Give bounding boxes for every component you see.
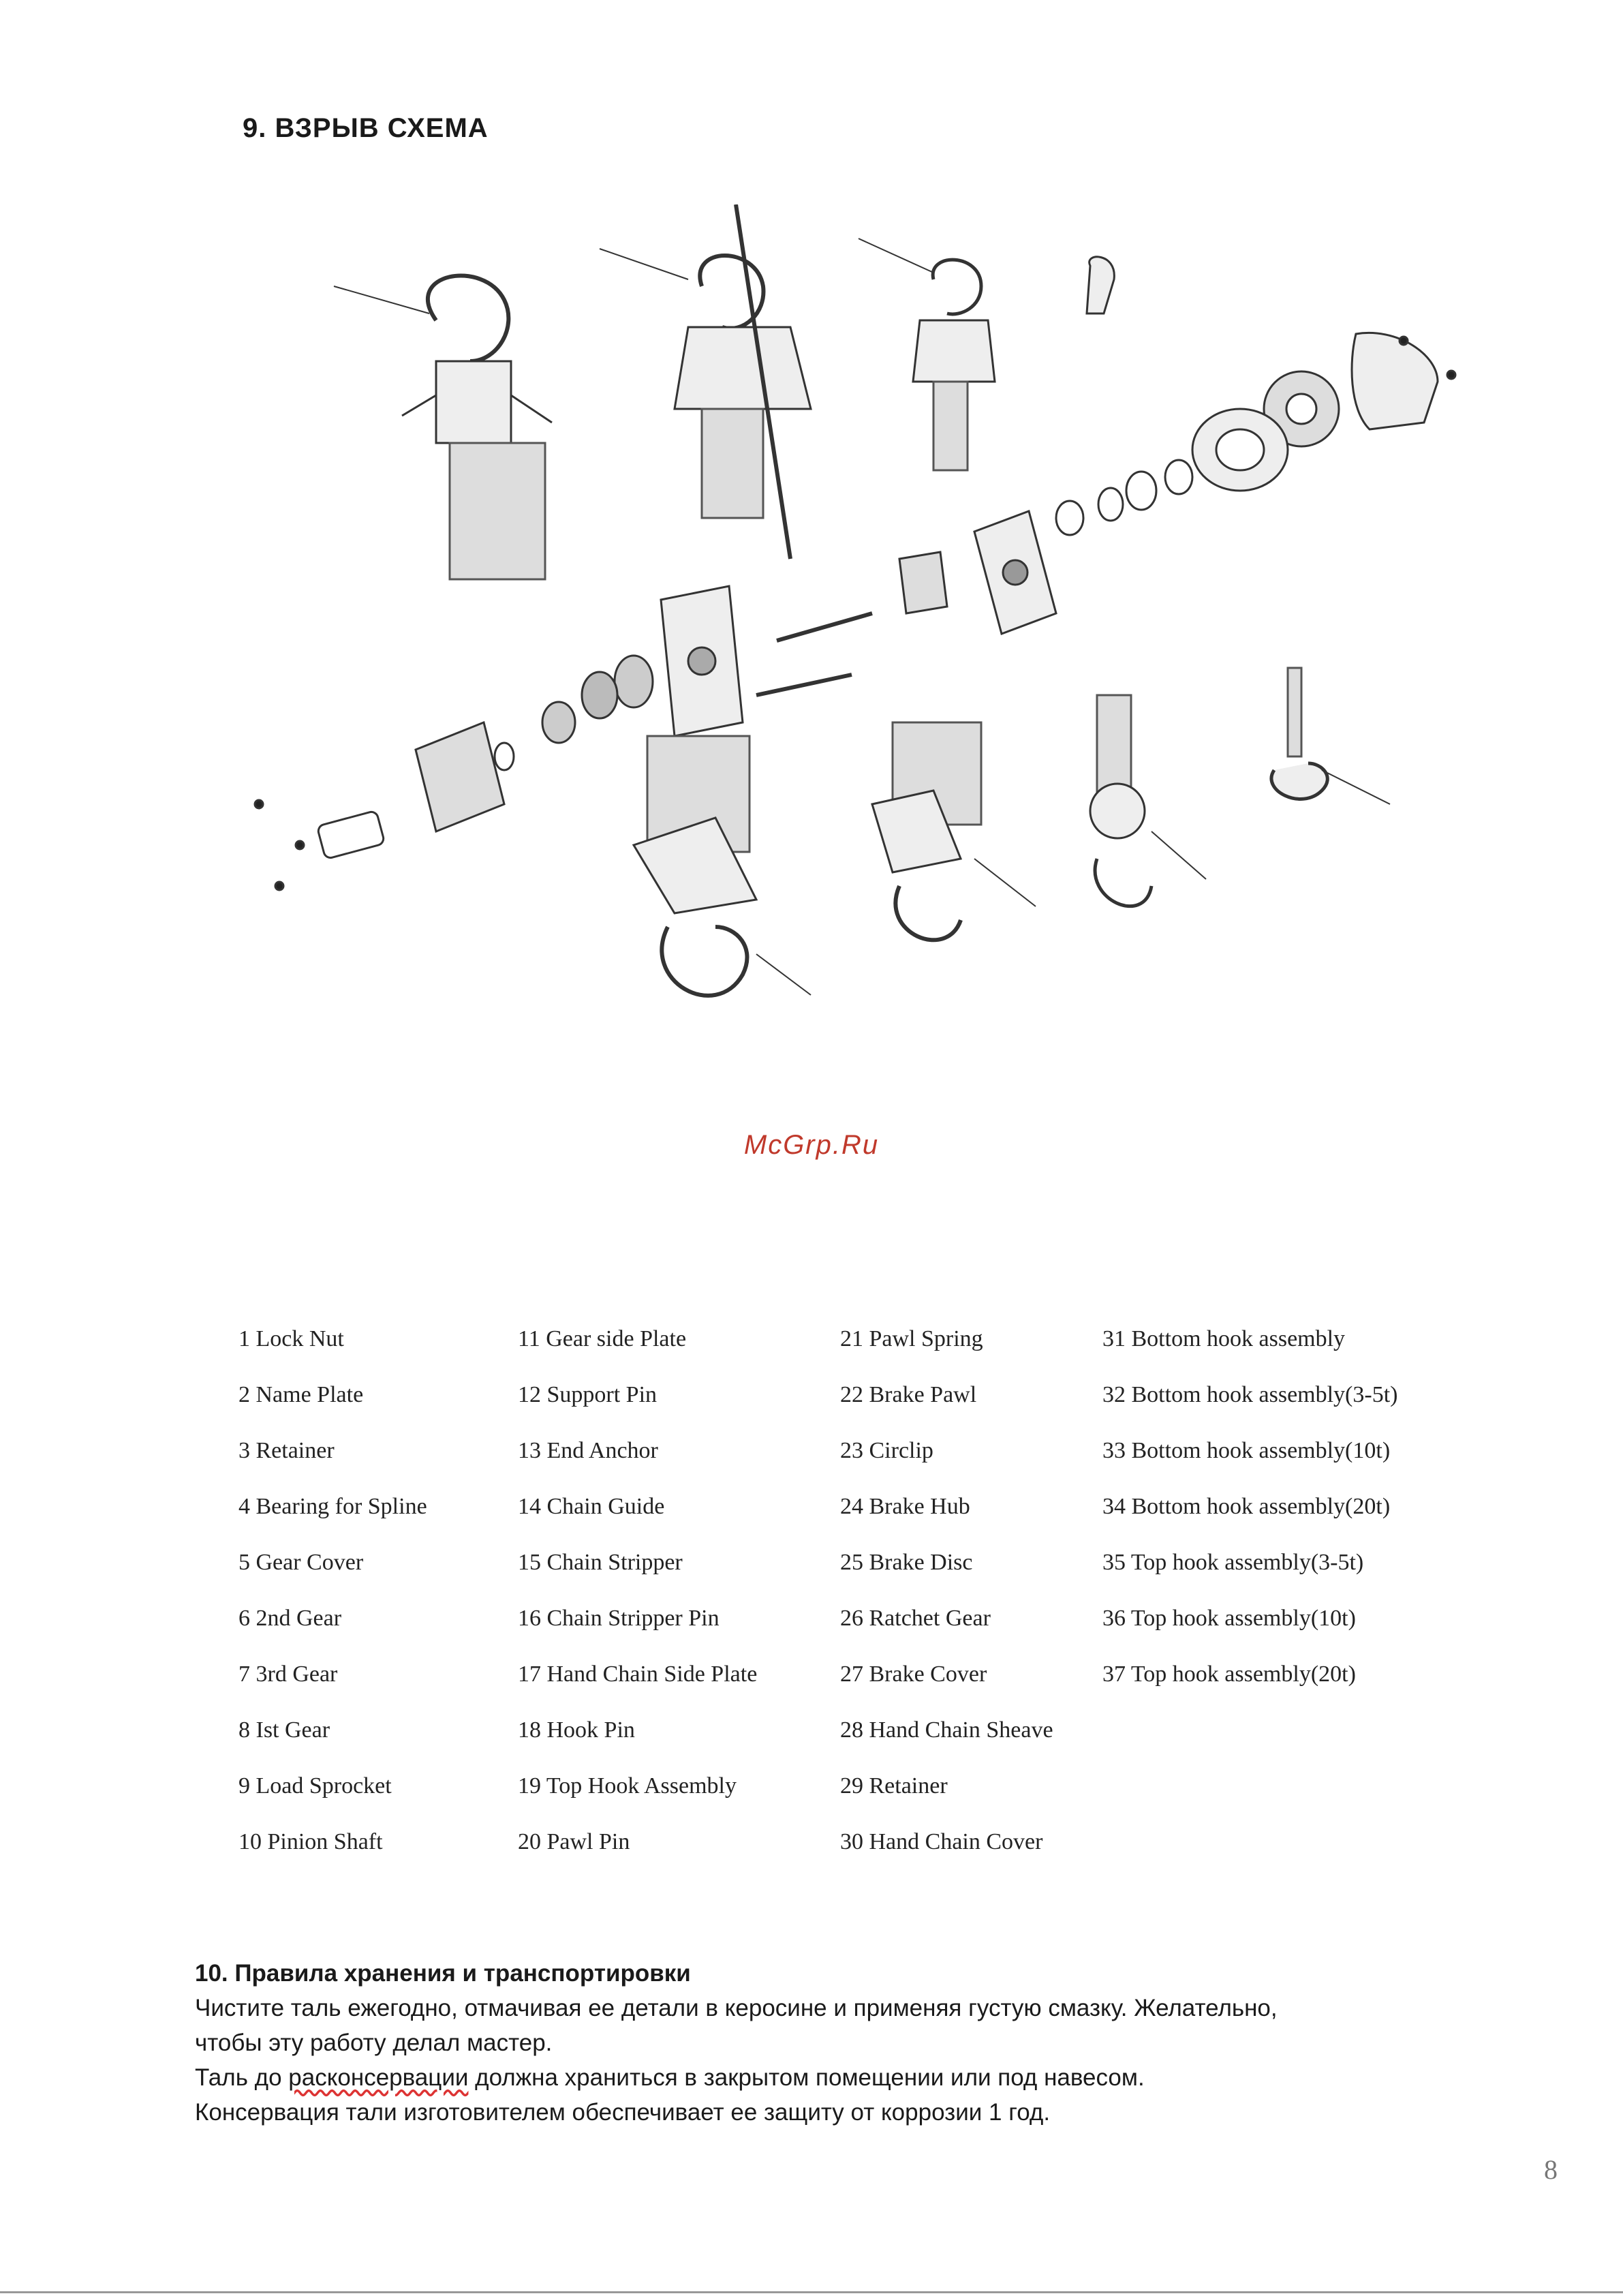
part-item: 3 Retainer [238,1438,335,1463]
part-item: 30 Hand Chain Cover [840,1829,1043,1854]
bottom-hook-assembly-20t-drawing [634,736,811,996]
section-10-title: 10. Правила хранения и транспортировки [195,1960,691,1987]
paragraph-line: Чистите таль ежегодно, отмачивая ее детали в керосине и применяя густую смазку. Желательно, [195,1995,1278,2021]
part-item: 20 Pawl Pin [518,1829,630,1854]
hand-chain-cover-drawing [1352,333,1455,429]
chain-guide-drawing [899,552,947,613]
section-10 [195,1956,1558,2130]
part-item: 6 2nd Gear [238,1606,342,1631]
part-item: 26 Ratchet Gear [840,1606,991,1631]
exploded-diagram [198,204,1492,1063]
part-item: 37 Top hook assembly(20t) [1102,1662,1356,1687]
part-item: 4 Bearing for Spline [238,1494,427,1519]
part-item: 35 Top hook assembly(3-5t) [1102,1550,1364,1575]
part-item: 23 Circlip [840,1438,933,1463]
brake-disc-drawing [1056,460,1192,535]
part-item: 13 End Anchor [518,1438,658,1463]
brake-cover-drawing [1192,409,1288,491]
part-item: 31 Bottom hook assembly [1102,1326,1346,1351]
part-item: 18 Hook Pin [518,1717,635,1743]
part-item: 29 Retainer [840,1773,948,1798]
spellcheck-word: расконсервации [288,2064,469,2091]
page-bottom-rule [0,2291,1623,2293]
part-item: 12 Support Pin [518,1382,658,1407]
part-item: 11 Gear side Plate [518,1326,687,1351]
part-item: 1 Lock Nut [238,1326,344,1351]
top-hook-assembly-20t-drawing [334,275,552,579]
part-item: 9 Load Sprocket [238,1773,392,1798]
part-item: 25 Brake Disc [840,1550,973,1575]
part-item: 5 Gear Cover [238,1550,364,1575]
hand-chain-side-plate-drawing [974,511,1056,634]
part-item: 8 Ist Gear [238,1717,330,1743]
part-item: 14 Chain Guide [518,1494,665,1519]
paragraph-line: Консервация тали изготовителем обеспечивает ее защиту от коррозии 1 год. [195,2099,1051,2126]
gear-cover-drawing [416,722,504,831]
part-item: 17 Hand Chain Side Plate [518,1662,758,1687]
part-item: 21 Pawl Spring [840,1326,983,1351]
part-item: 15 Chain Stripper [518,1550,683,1575]
gear-side-plate-drawing [661,586,743,736]
page-number: 8 [1544,2154,1558,2185]
part-item: 10 Pinion Shaft [238,1829,383,1854]
section-9-title: 9. ВЗРЫВ СХЕМА [243,113,489,143]
text-span: Таль до [195,2064,289,2091]
part-item: 7 3rd Gear [238,1662,338,1687]
part-item: 28 Hand Chain Sheave [840,1717,1053,1743]
part-item: 36 Top hook assembly(10t) [1102,1606,1356,1631]
parts-column-2 [518,1322,757,1881]
part-item: 27 Brake Cover [840,1662,987,1687]
parts-list [238,1322,1465,1895]
name-plate-drawing [255,800,385,890]
parts-column-1 [238,1322,427,1881]
bottom-hook-assembly-10t-drawing [872,722,1036,940]
bottom-hook-assembly-drawing [1271,668,1390,804]
part-item: 33 Bottom hook assembly(10t) [1102,1438,1391,1463]
part-item: 22 Brake Pawl [840,1382,977,1407]
part-item: 16 Chain Stripper Pin [518,1606,720,1631]
top-hook-assembly-3-5t-drawing [859,239,995,470]
part-item: 32 Bottom hook assembly(3-5t) [1102,1382,1398,1407]
part-item: 34 Bottom hook assembly(20t) [1102,1494,1391,1519]
part-item: 2 Name Plate [238,1382,364,1407]
bottom-hook-assembly-3-5t-drawing [1090,695,1206,906]
paragraph-line [195,2060,1558,2095]
watermark: McGrp.Ru [743,1130,880,1160]
parts-column-3 [840,1322,1053,1881]
part-item: 24 Brake Hub [840,1494,970,1519]
paragraph-line: чтобы эту работу делал мастер. [195,2030,553,2056]
part-item: 19 Top Hook Assembly [518,1773,737,1798]
hook-pin-drawing [1087,257,1114,313]
text-span: должна храниться в закрытом помещении или под навесом. [468,2064,1145,2091]
parts-column-4 [1102,1322,1397,1713]
